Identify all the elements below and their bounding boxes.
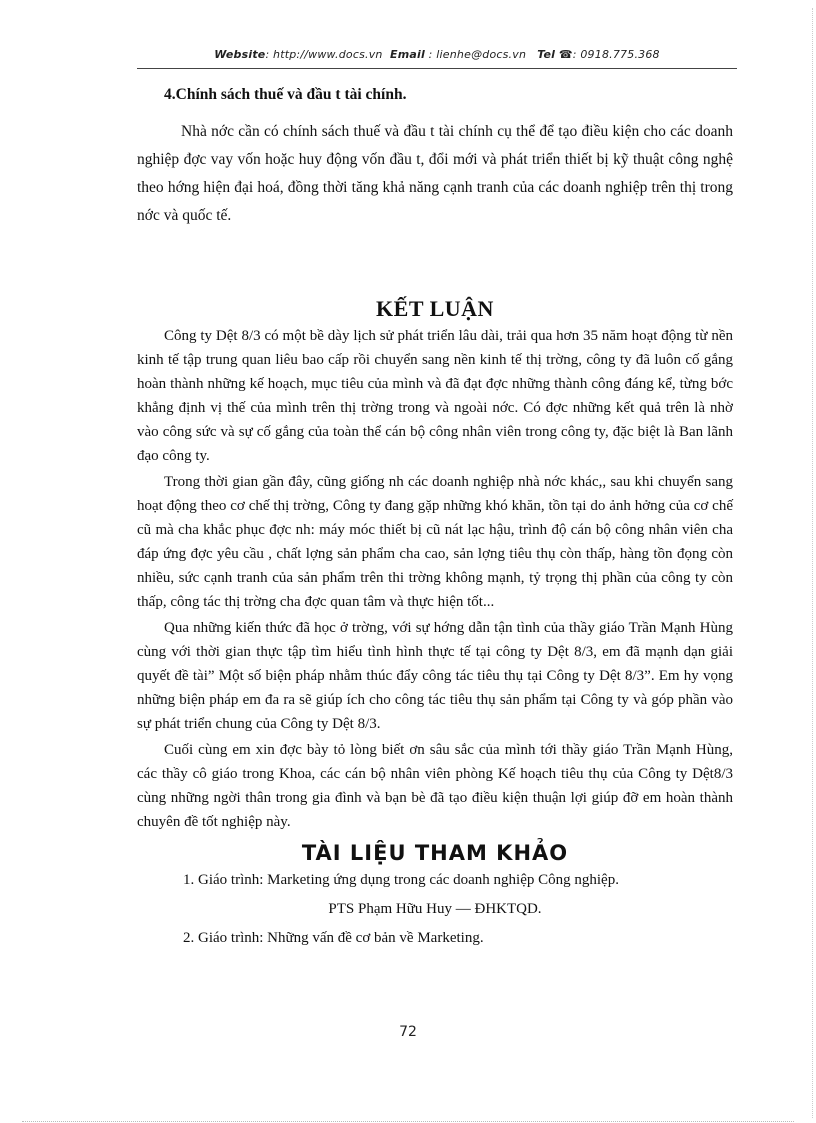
conclusion-paragraph-1: Công ty Dệt 8/3 có một bề dày lịch sử phát triển lâu dài, trải qua hơn 35 năm hoạt động từ nền kinh tế tập trung quan liêu bao cấp rồi chuyển sang nền kinh tế thị trờng, công ty đã luôn cố gắng hoàn thành những kế hoạch, mục tiêu của mình và đã đạt đợc những thành công đáng kể, từng bớc khẳng định vị thế của mình trên thị trờng trong và ngoài nớc. Có đợc những kết quả trên là nhờ vào công sức và sự cố gắng của toàn thể cán bộ công nhân viên trong công ty, đặc biệt là Ban lãnh đạo công ty.	[137, 328, 733, 464]
tel-label: Tel	[537, 48, 556, 61]
conclusion-heading: KẾT LUẬN	[376, 296, 494, 321]
reference-item-2: 2. Giáo trình: Những vấn đề cơ bản về Marketing.	[183, 930, 484, 946]
email-label: Email	[390, 48, 425, 61]
document-body	[137, 80, 733, 951]
page-number: 72	[399, 1024, 417, 1040]
email-value: : lienhe@docs.vn	[428, 48, 527, 61]
bottom-border	[22, 1121, 794, 1122]
conclusion-paragraph-2: Trong thời gian gần đây, cũng giống nh các doanh nghiệp nhà nớc khác,, sau khi chuyển sang hoạt động theo cơ chế thị trờng, Công ty đang gặp những khó khăn, tồn tại do ảnh hởng của cơ chế cũ mà cha khắc phục đợc nh: máy móc thiết bị cũ nát lạc hậu, trình độ cán bộ công nhân viên cha đáp ứng đợc yêu cầu , chất lợng sản phẩm cha cao, sản lợng tiêu thụ còn thấp, hàng tồn đọng còn nhiều, sức cạnh tranh của sản phẩm trên thi trờng không mạnh, tỷ trọng thị phần của công ty còn thấp, công tác thị trờng cha đợc quan tâm và thực hiện tốt...	[137, 474, 733, 610]
reference-item-1-author: PTS Phạm Hữu Huy — ĐHKTQD.	[328, 901, 542, 917]
page-header	[137, 48, 737, 61]
references-heading: TÀI LIỆU THAM KHẢO	[301, 841, 569, 865]
tel-value: ☎: 0918.775.368	[558, 48, 660, 61]
conclusion-paragraph-3: Qua những kiến thức đã học ở trờng, với sự hớng dẫn tận tình của thầy giáo Trần Mạnh Hùng cùng với thời gian thực tập tìm hiểu tình hình thực tế tại công ty Dệt 8/3, em đã mạnh dạn giải quyết đề tài” Một số biện pháp nhằm thúc đẩy công tác tiêu thụ tại Công ty Dệt 8/3”. Em hy vọng những biện pháp em đa ra sẽ giúp ích cho công tác tiêu thụ sản phẩm tại Công ty và góp phần vào sự phát triển chung của Công ty Dệt 8/3.	[137, 620, 733, 732]
section-4-title: 4.Chính sách thuế và đầu t tài chính.	[164, 86, 407, 103]
reference-item-1: 1. Giáo trình: Marketing ứng dụng trong các doanh nghiệp Công nghiệp.	[183, 872, 619, 888]
website-label: Website	[214, 48, 266, 61]
right-border	[812, 8, 813, 1118]
website-value: : http://www.docs.vn	[265, 48, 383, 61]
section-4-paragraph: Nhà nớc cần có chính sách thuế và đầu t tài chính cụ thể để tạo điều kiện cho các doanh nghiệp đợc vay vốn hoặc huy động vốn đầu t, đổi mới và phát triển thiết bị kỹ thuật công nghệ theo hớng hiện đại hoá, đồng thời tăng khả năng cạnh tranh của các doanh nghiệp trên thị trong nớc và quốc tế.	[137, 123, 733, 224]
conclusion-paragraph-4: Cuối cùng em xin đợc bày tỏ lòng biết ơn sâu sắc của mình tới thầy giáo Trần Mạnh Hùng, các thầy cô giáo trong Khoa, các cán bộ nhân viên phòng Kế hoạch tiêu thụ của Công ty Dệt8/3 cùng những ngời thân trong gia đình và bạn bè đã tạo điều kiện thuận lợi giúp đỡ em hoàn thành chuyên đề tốt nghiệp này.	[137, 742, 733, 830]
header-divider	[137, 68, 737, 69]
